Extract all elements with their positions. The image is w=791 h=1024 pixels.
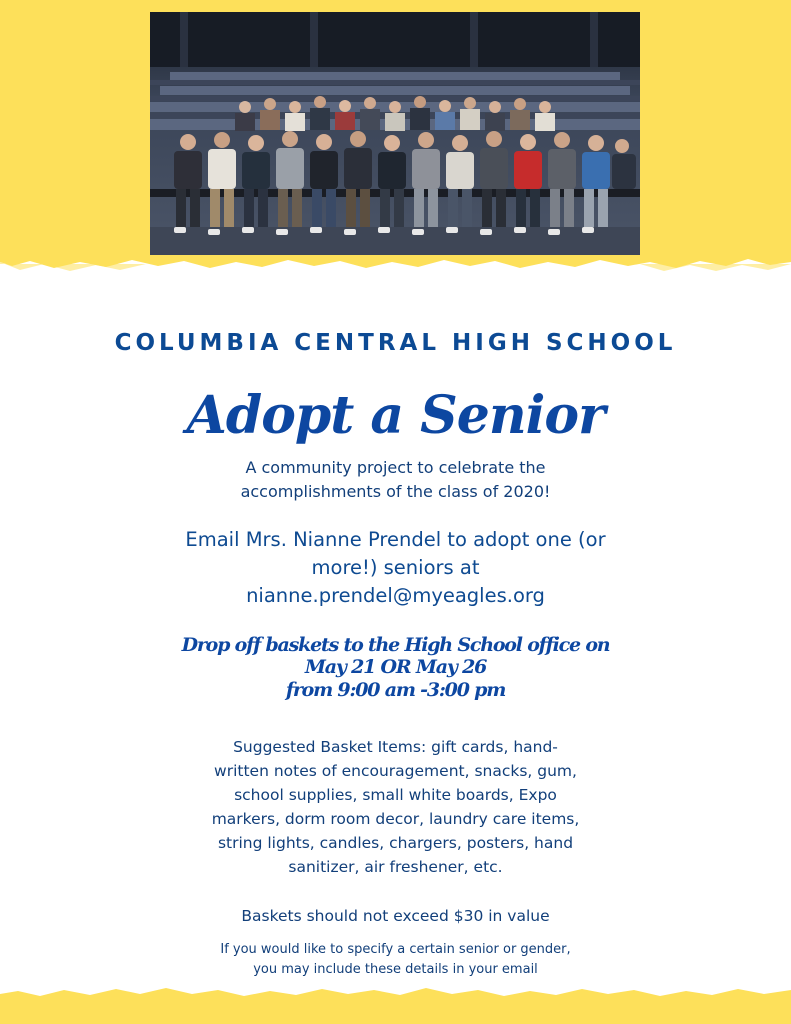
school-name: COLUMBIA CENTRAL HIGH SCHOOL [114, 330, 677, 356]
basket-value-limit: Baskets should not exceed $30 in value [241, 907, 550, 925]
suggested-items-line-6: sanitizer, air freshener, etc. [288, 858, 503, 876]
suggested-items-line-1: Suggested Basket Items: gift cards, hand- [233, 738, 558, 756]
suggested-items-line-2: written notes of encouragement, snacks, gum, [214, 762, 577, 780]
subtitle-line-1: A community project to celebrate the [245, 458, 546, 477]
email-address[interactable]: nianne.prendel@myeagles.org [246, 584, 545, 607]
suggested-items-line-3: school supplies, small white boards, Expo [234, 786, 557, 804]
subtitle-line-2: accomplishments of the class of 2020! [240, 482, 551, 501]
note-line-1: If you would like to specify a certain senior or gender, [220, 942, 571, 957]
email-line-2: more!) seniors at [311, 556, 480, 579]
suggested-items-line-4: markers, dorm room decor, laundry care items, [211, 810, 580, 828]
dropoff-line-1: Drop off baskets to the High School office on [181, 634, 610, 656]
note-line-2: you may include these details in your email [253, 962, 538, 977]
class-photo-icon [150, 12, 640, 255]
class-group-photo [150, 12, 640, 255]
flyer-title: Adopt a Senior [186, 385, 605, 446]
bottom-yellow-band [0, 986, 791, 1024]
suggested-items-line-5: string lights, candles, chargers, posters, hand [217, 834, 574, 852]
email-line-1: Email Mrs. Nianne Prendel to adopt one (or [185, 528, 606, 551]
dropoff-hours: from 9:00 am -3:00 pm [285, 679, 506, 701]
dropoff-dates: May 21 OR May 26 [304, 656, 487, 678]
